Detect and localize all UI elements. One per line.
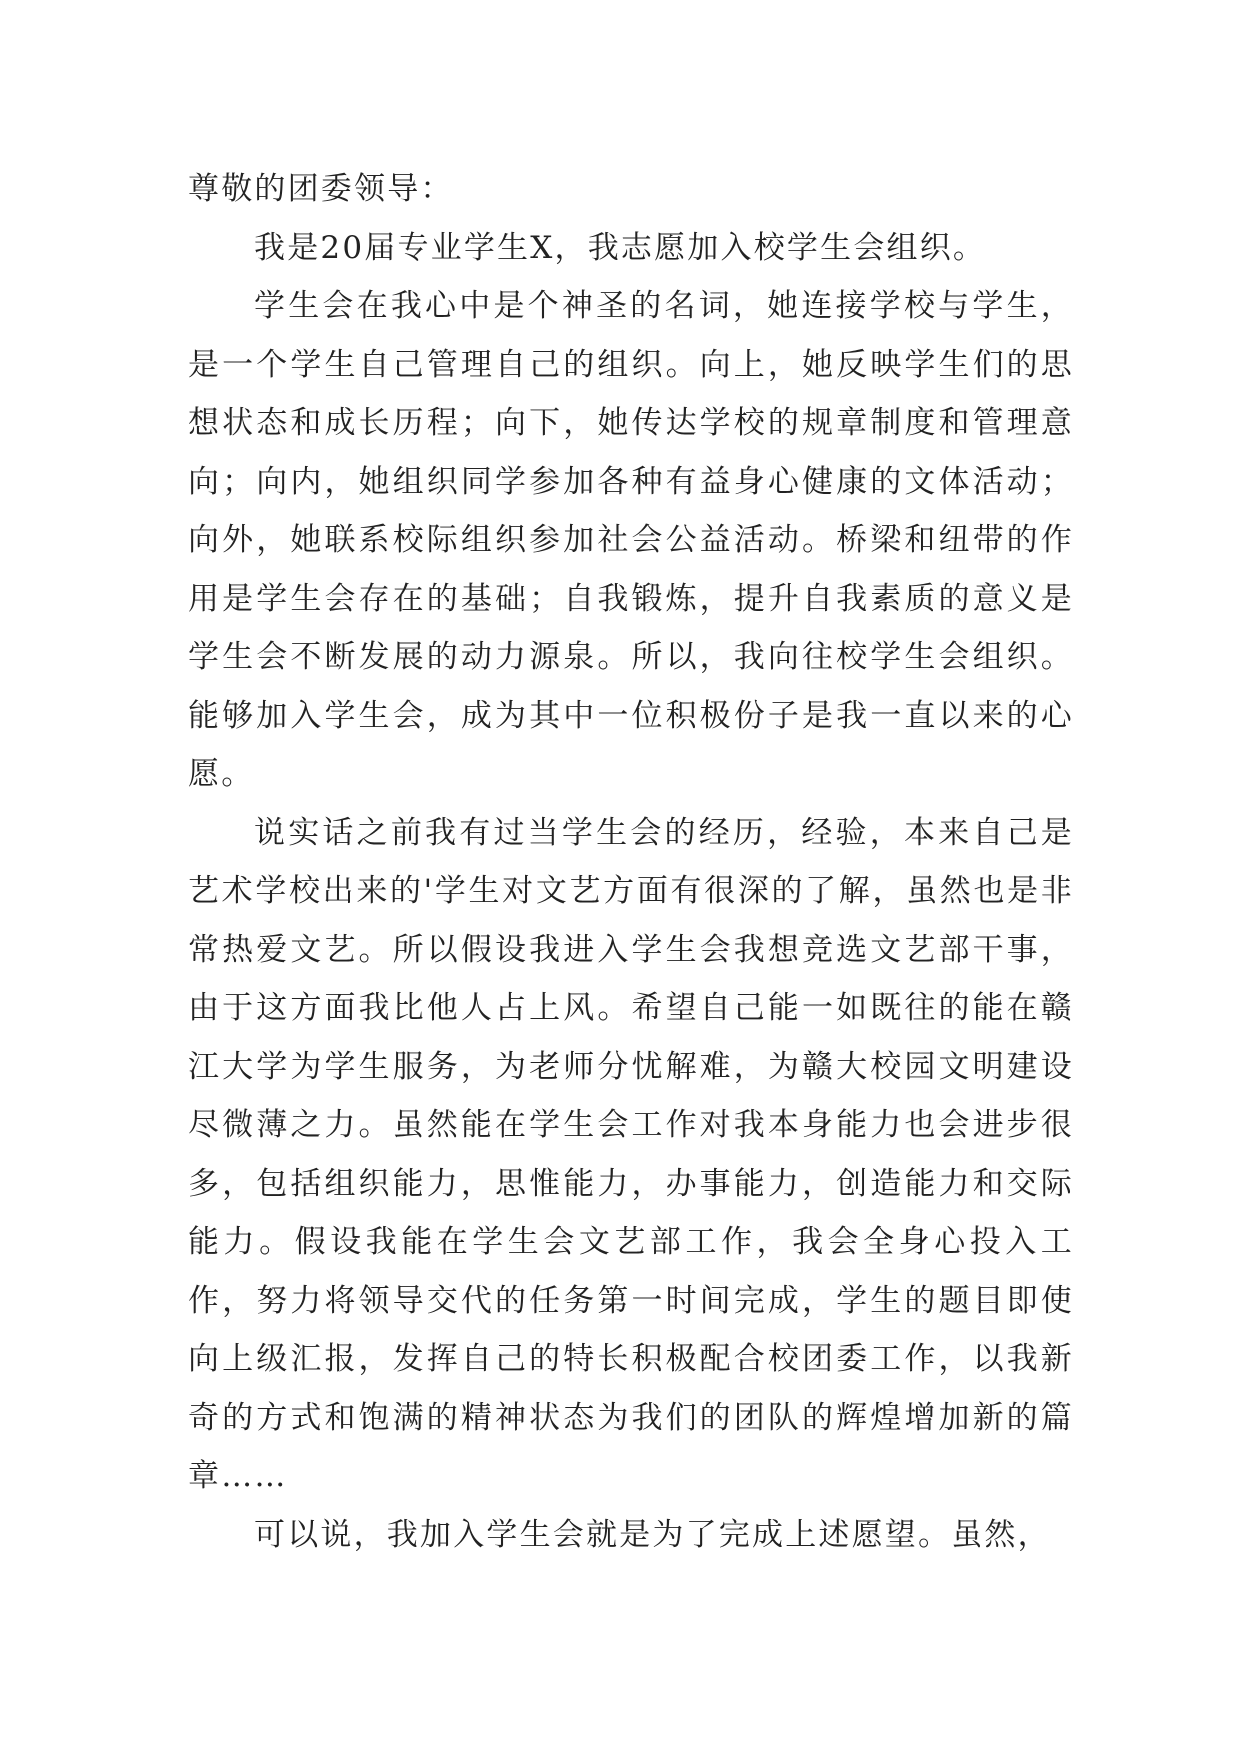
paragraph-intro: 我是20届专业学生X，我志愿加入校学生会组织。 (254, 229, 987, 266)
salutation: 尊敬的团委领导： (188, 171, 454, 207)
document-body (188, 160, 1074, 1564)
paragraph-experience: 说实话之前我有过当学生会的经历，经验，本来自己是艺术学校出来的'学生对文艺方面有很深的了解，虽然也是非常热爱文艺。所以假设我进入学生会我想竞选文艺部干事，由于这方面我比他人占上风。希望自己能一如既往的能在赣江大学为学生服务，为老师分忧解难，为赣大校园文明建设尽微薄之力。虽然能在学生会工作对我本身能力也会进步很多，包括组织能力，思惟能力，办事能力，创造能力和交际能力。假设我能在学生会文艺部工作，我会全身心投入工作，努力将领导交代的任务第一时间完成，学生的题目即使向上级汇报，发挥自己的特长积极配合校团委工作，以我新奇的方式和饱满的精神状态为我们的团队的辉煌增加新的篇章…… (188, 814, 1074, 1494)
paragraph-student-union: 学生会在我心中是个神圣的名词，她连接学校与学生，是一个学生自己管理自己的组织。向上，她反映学生们的思想状态和成长历程；向下，她传达学校的规章制度和管理意向；向内，她组织同学参加各种有益身心健康的文体活动；向外，她联系校际组织参加社会公益活动。桥梁和纽带的作用是学生会存在的基础；自我锻炼，提升自我素质的意义是学生会不断发展的动力源泉。所以，我向往校学生会组织。能够加入学生会，成为其中一位积极份子是我一直以来的心愿。 (188, 288, 1074, 792)
paragraph-conclusion: 可以说，我加入学生会就是为了完成上述愿望。虽然， (254, 1516, 1051, 1553)
